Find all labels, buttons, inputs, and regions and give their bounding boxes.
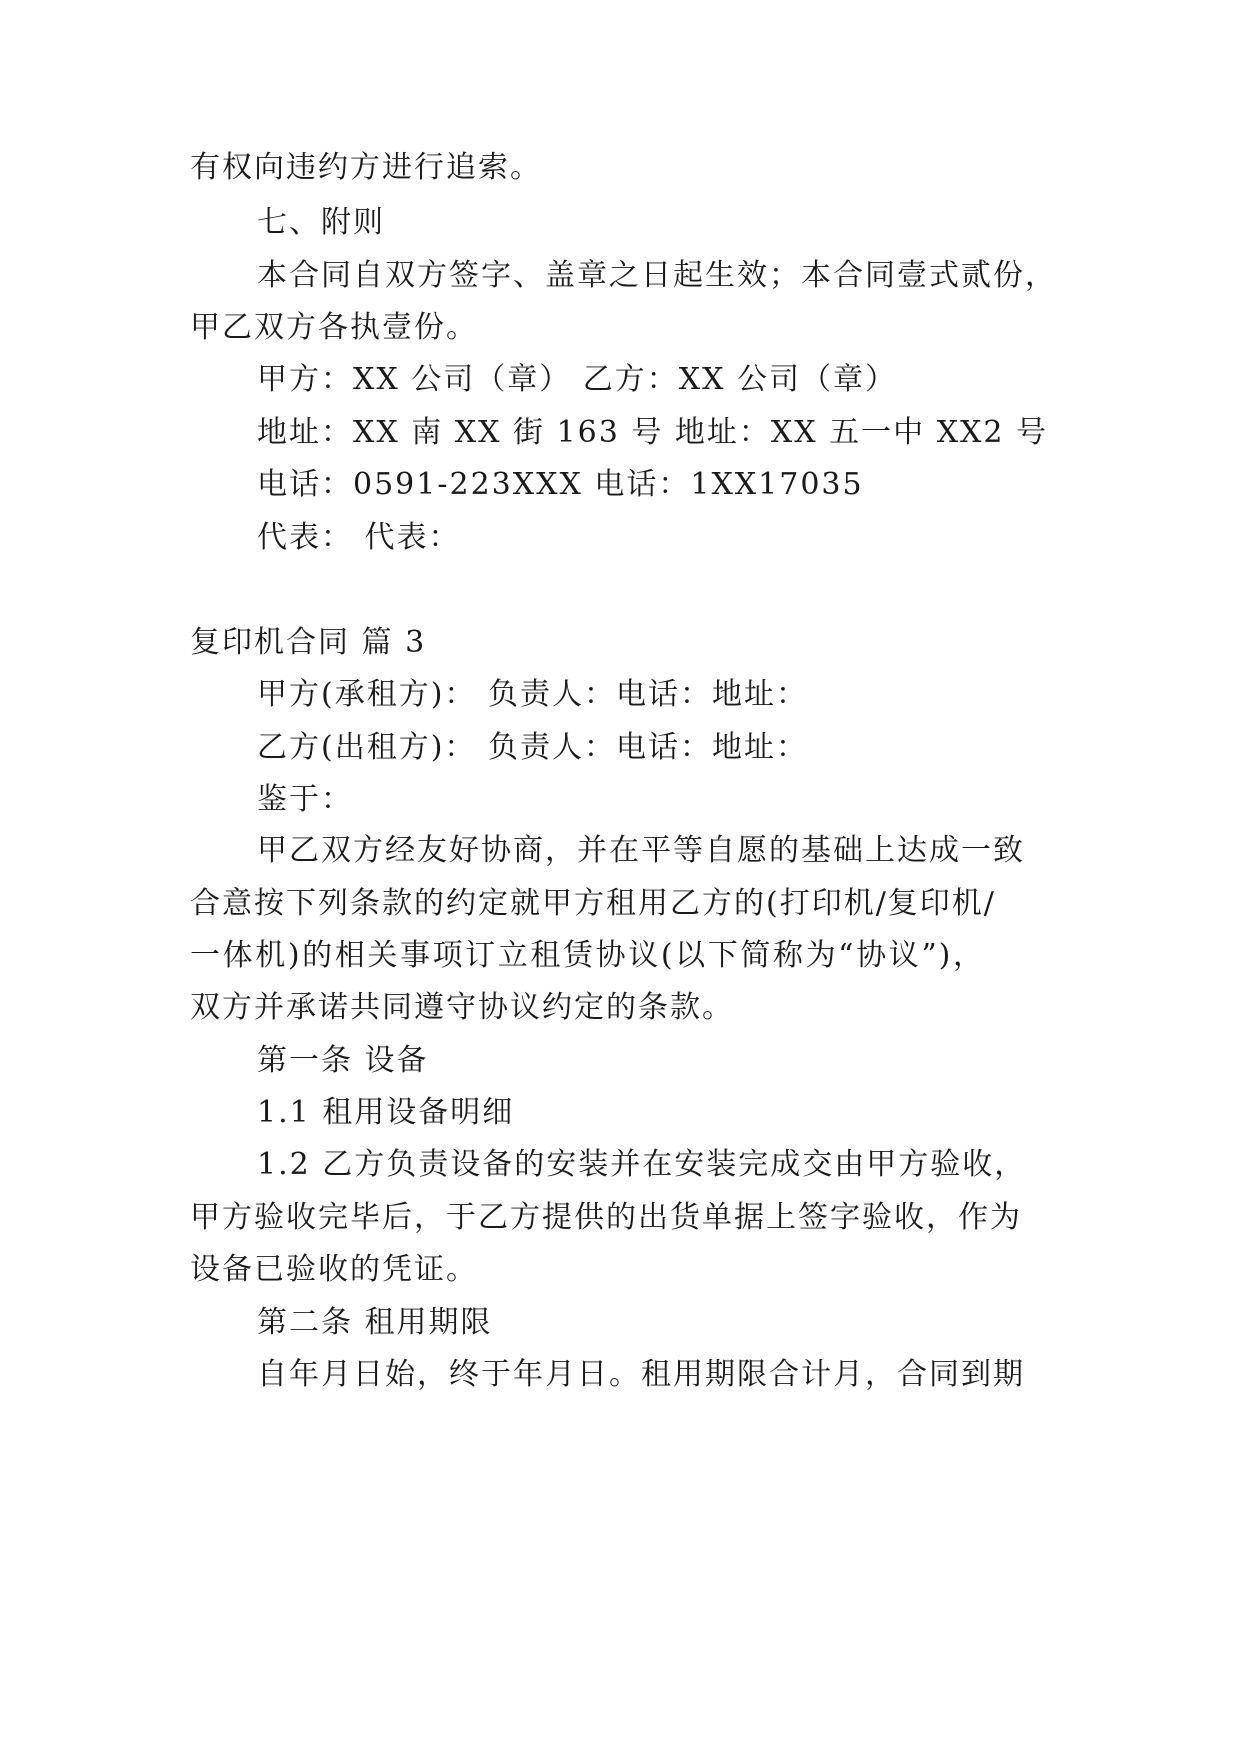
- whereas-heading: 鉴于：: [257, 782, 353, 817]
- paragraph-line: 设备已验收的凭证。: [190, 1252, 478, 1287]
- clause-line: 1.2 乙方负责设备的安装并在安装完成交由甲方验收，: [257, 1147, 1027, 1182]
- paragraph-line: 本合同自双方签字、盖章之日起生效；本合同壹式贰份，: [257, 258, 1057, 293]
- article-heading: 第一条 设备: [257, 1043, 429, 1078]
- paragraph-line: 甲乙双方各执壹份。: [190, 310, 478, 345]
- representative-line: 代表： 代表：: [257, 520, 461, 555]
- party-b-line: 乙方(出租方)： 负责人：电话：地址：: [257, 730, 808, 765]
- article-heading: 第二条 租用期限: [257, 1305, 493, 1340]
- phone-line: 电话：0591-223XXX 电话：1XX17035: [257, 467, 864, 502]
- paragraph-line: 一体机)的相关事项订立租赁协议(以下简称为“协议”)，: [190, 938, 985, 973]
- paragraph-line: 双方并承诺共同遵守协议约定的条款。: [190, 990, 734, 1025]
- party-a-line: 甲方(承租方)： 负责人：电话：地址：: [257, 677, 808, 712]
- paragraph-line: 合意按下列条款的约定就甲方租用乙方的(打印机/复印机/: [190, 886, 996, 921]
- paragraph-line: 自年月日始，终于年月日。租用期限合计月，合同到期: [257, 1357, 1025, 1392]
- paragraph-line: 甲方验收完毕后，于乙方提供的出货单据上签字验收，作为: [190, 1200, 1022, 1235]
- signature-party-line: 甲方：XX 公司（章） 乙方：XX 公司（章）: [257, 362, 898, 397]
- address-line: 地址：XX 南 XX 街 163 号 地址：XX 五一中 XX2 号: [257, 415, 1049, 450]
- document-section-title: 复印机合同 篇 3: [190, 625, 427, 660]
- paragraph-line: 有权向违约方进行追索。: [190, 150, 542, 185]
- paragraph-line: 甲乙双方经友好协商，并在平等自愿的基础上达成一致: [257, 833, 1025, 868]
- section-heading: 七、附则: [257, 205, 385, 240]
- clause-line: 1.1 租用设备明细: [257, 1095, 515, 1130]
